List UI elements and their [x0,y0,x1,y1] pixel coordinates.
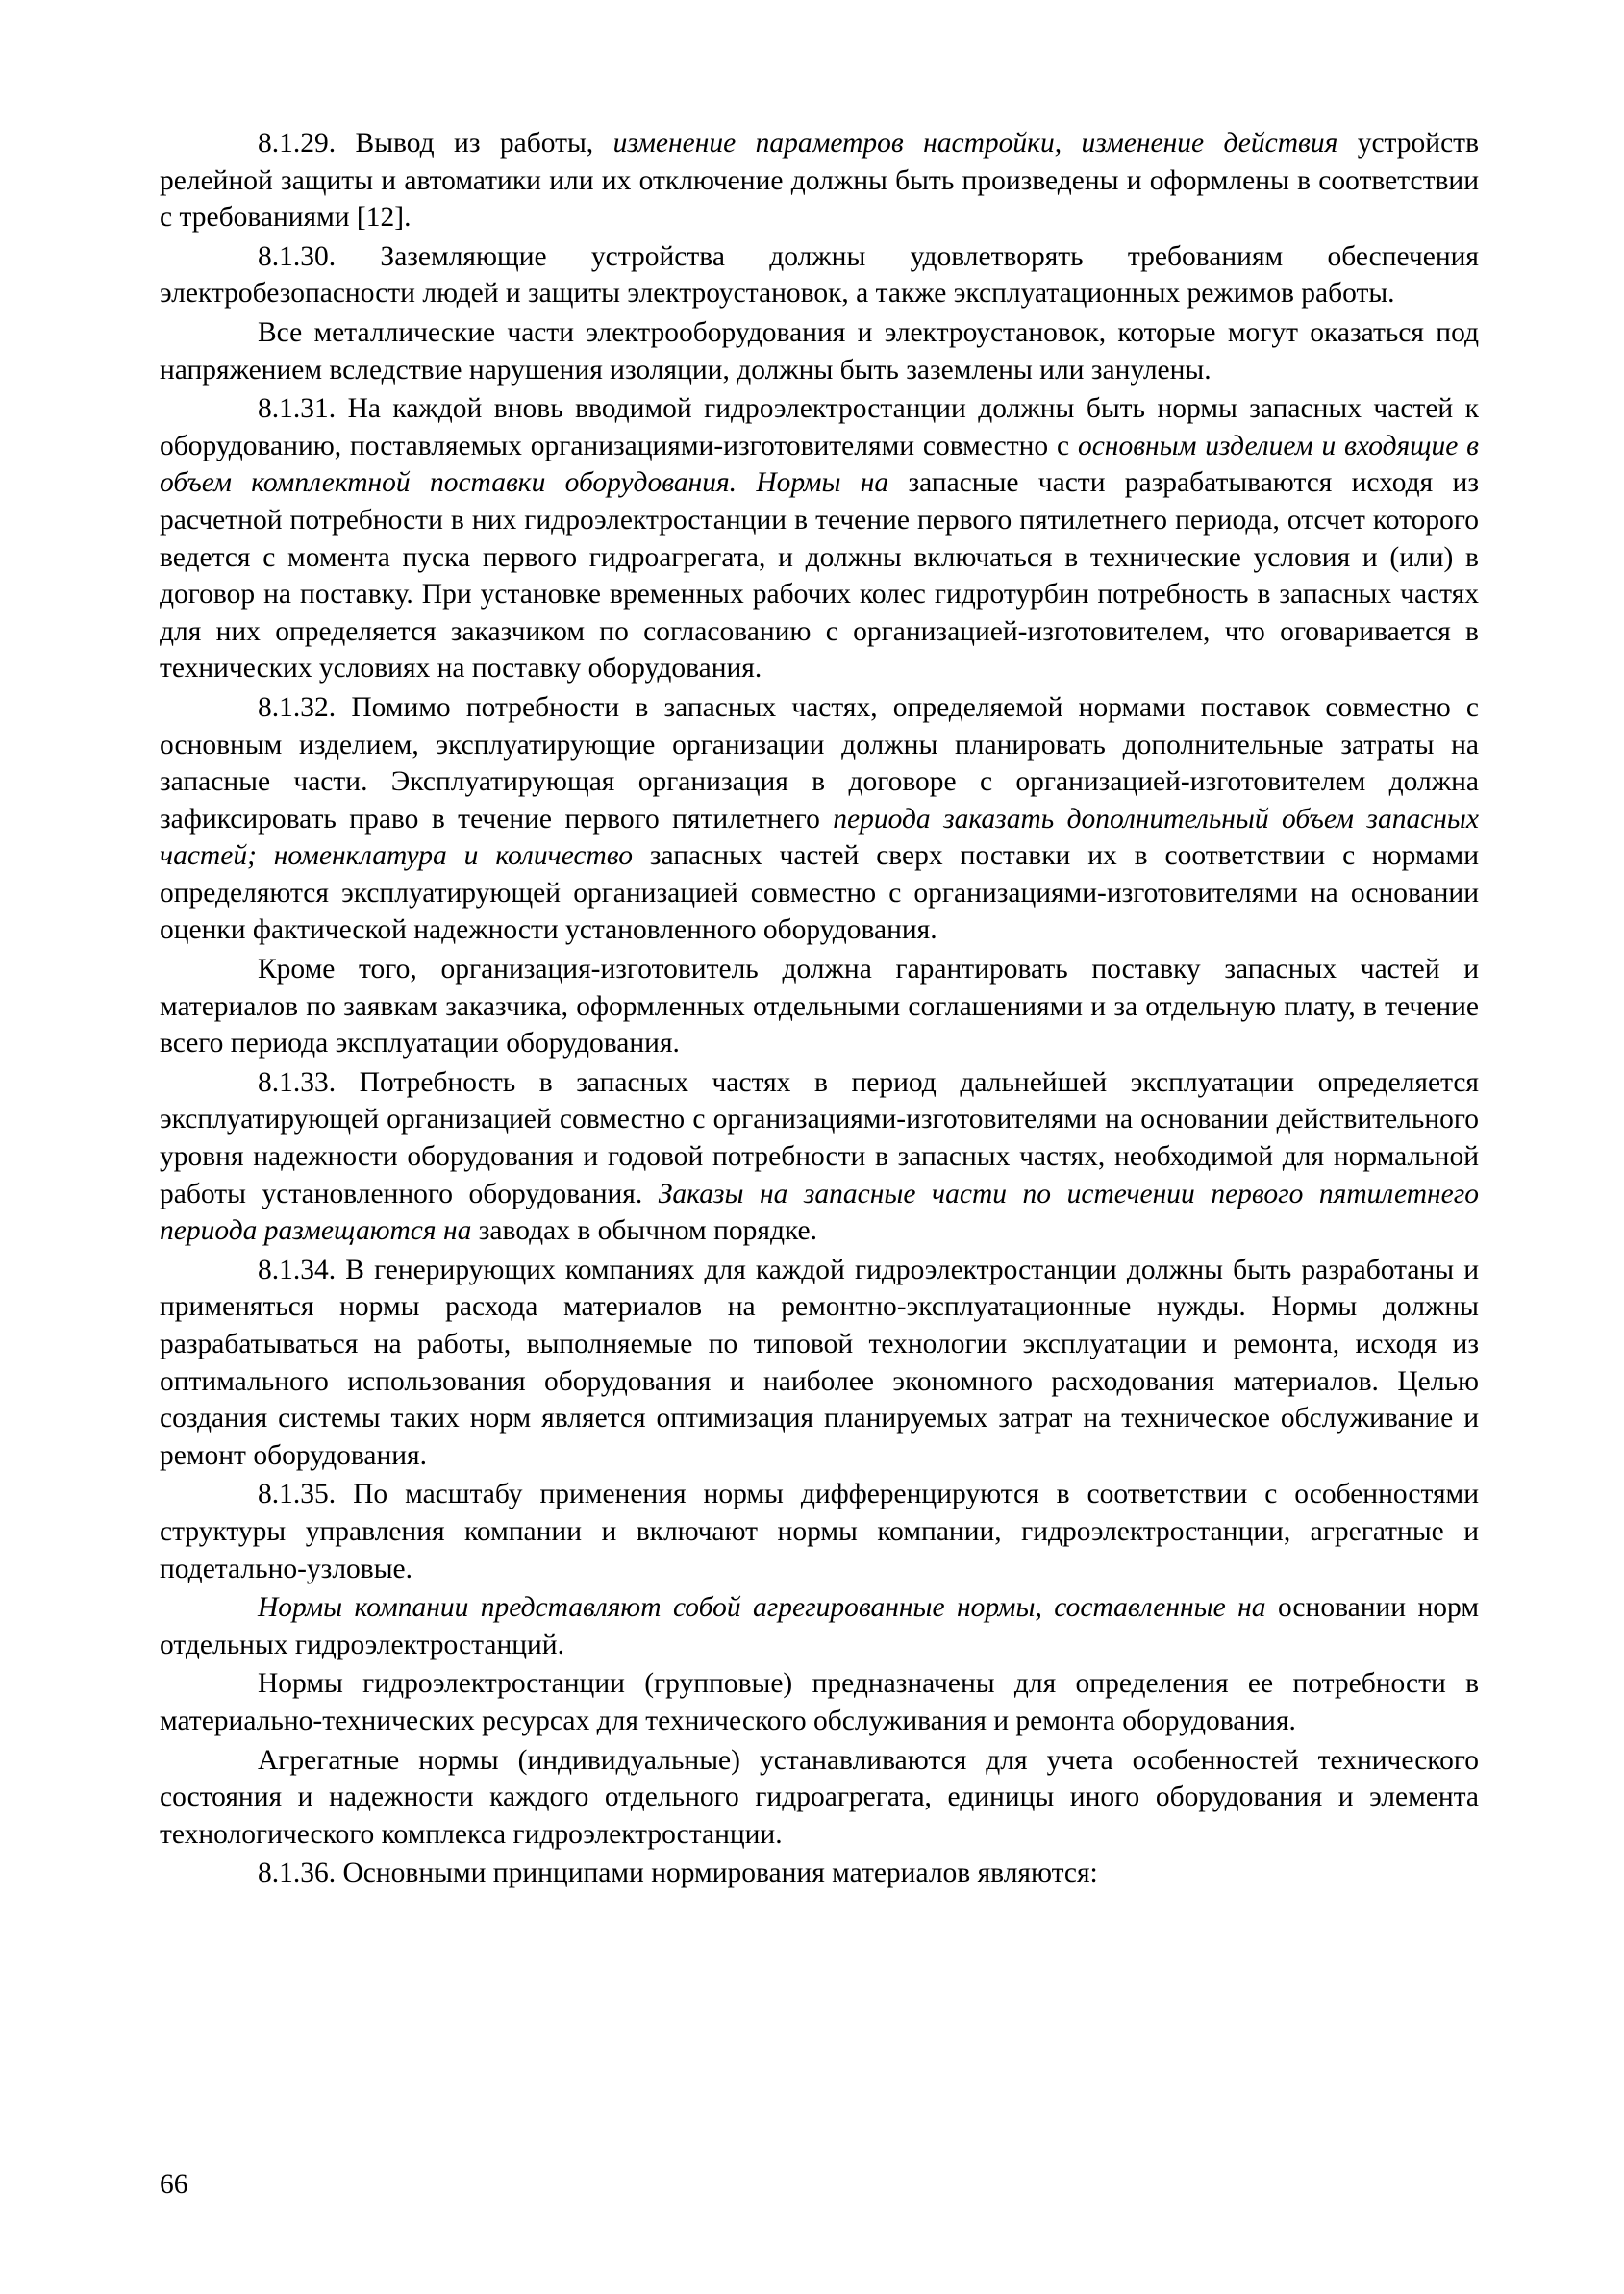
paragraph-manufacturer-guarantee [160,951,1479,1062]
paragraph-text: запасных частей сверх поставки их в соответствии с нормами определяются эксплуатирующей организацией совместно с организациями-изготовителями на основании оценки фактической надежности установленного оборудования. [160,840,1479,946]
paragraph-italic-text: основным изделием и входящие в объем комплектной поставки оборудования. Нормы на [160,430,1479,499]
paragraph-company-norms [160,1589,1479,1663]
paragraph-8-1-30 [160,238,1479,312]
paragraph-8-1-33 [160,1064,1479,1250]
page-number: 66 [160,2169,188,2200]
paragraph-text: 8.1.33. Потребность в запасных частях в период дальнейшей эксплуатации определяется эксплуатирующей организацией совместно с организациями-изготовителями на основании действительного уровня надежности оборудования и годовой потребности в запасных частях, необходимой для нормальной работы установленного оборудования. [160,1066,1479,1209]
paragraph-8-1-31 [160,390,1479,687]
paragraph-8-1-32 [160,689,1479,949]
paragraph-text: Все металлические части электрооборудования и электроустановок, которые могут оказаться под напряжением вследствие нарушения изоляции, должны быть заземлены или занулены. [160,316,1479,386]
paragraph-text: устройств релейной защиты и автоматики или их отключение должны быть произведены и оформлены в соответствии с требованиями [12]. [160,128,1479,234]
paragraph-text: 8.1.32. Помимо потребности в запасных частях, определяемой нормами поставок совместно с основным изделием, эксплуатирующие организации должны планировать дополнительные затраты на запасные части. Эксплуатирующая организация в договоре с организацией-изготовителем должна зафиксировать право в течение первого пятилетнего [160,691,1479,835]
paragraph-text: 8.1.35. По масштабу применения нормы дифференцируются в соответствии с особенностями структуры управления компании и включают нормы компании, гидроэлектростанции, агрегатные и подетально-узловые. [160,1479,1479,1584]
paragraph-8-1-35 [160,1476,1479,1587]
page-body [160,125,1479,1894]
paragraph-text: запасные части разрабатываются исходя из расчетной потребности в них гидроэлектростанции в течение первого пятилетнего периода, отсчет которого ведется с момента пуска первого гидроагрегата, и должны включаться в технические условия и (или) в договор на поставку. При установке временных рабочих колес гидротурбин потребность в запасных частях для них определяется заказчиком по согласованию с организацией-изготовителем, что оговаривается в технических условиях на поставку оборудования. [160,467,1479,685]
paragraph-text: основании норм отдельных гидроэлектростанций. [160,1592,1479,1660]
paragraph-plant-norms [160,1665,1479,1739]
paragraph-text: Кроме того, организация-изготовитель должна гарантировать поставку запасных частей и материалов по заявкам заказчика, оформленных отдельными соглашениями и за отдельную плату, в течение всего периода эксплуатации оборудования. [160,954,1479,1060]
paragraph-italic-text: периода заказать дополнительный объем запасных частей; номенклатура и количество [160,803,1479,872]
paragraph-unit-norms [160,1742,1479,1854]
paragraph-8-1-36 [160,1855,1479,1892]
paragraph-text: заводах в обычном порядке. [471,1215,818,1247]
paragraph-text: Агрегатные нормы (индивидуальные) устанавливаются для учета особенностей технического состояния и надежности каждого отдельного гидроагрегата, единицы иного оборудования и элемента технологического комплекса гидроэлектростанции. [160,1744,1479,1850]
paragraph-italic-text: изменение параметров настройки, изменение действия [612,128,1338,159]
paragraph-text: 8.1.36. Основными принципами нормирования материалов являются: [258,1858,1098,1889]
paragraph-italic-text: Заказы на запасные части по истечении первого пятилетнего периода размещаются на [160,1178,1479,1247]
paragraph-text: 8.1.34. В генерирующих компаниях для каждой гидроэлектростанции должны быть разработаны и применяться нормы расхода материалов на ремонтно-эксплуатационные нужды. Нормы должны разрабатываться на работы, выполняемые по типовой технологии эксплуатации и ремонта, исходя из оптимального использования оборудования и наиболее экономного расходования материалов. Целью создания системы таких норм является оптимизация планируемых затрат на техническое обслуживание и ремонт оборудования. [160,1254,1479,1471]
paragraph-italic-text: Нормы компании представляют собой агрегированные нормы, составленные на [258,1592,1266,1624]
paragraph-text: 8.1.29. Вывод из работы, [258,128,613,159]
paragraph-8-1-29 [160,125,1479,237]
paragraph-8-1-34 [160,1252,1479,1475]
paragraph-text: Нормы гидроэлектростанции (групповые) предназначены для определения ее потребности в материально-технических ресурсах для технического обслуживания и ремонта оборудования. [160,1668,1479,1736]
paragraph-grounding-parts [160,314,1479,388]
paragraph-text: 8.1.31. На каждой вновь вводимой гидроэлектростанции должны быть нормы запасных частей к оборудованию, поставляемых организациями-изготовителями совместно с [160,393,1479,461]
paragraph-text: 8.1.30. Заземляющие устройства должны удовлетворять требованиям обеспечения электробезопасности людей и защиты электроустановок, а также эксплуатационных режимов работы. [160,240,1479,310]
